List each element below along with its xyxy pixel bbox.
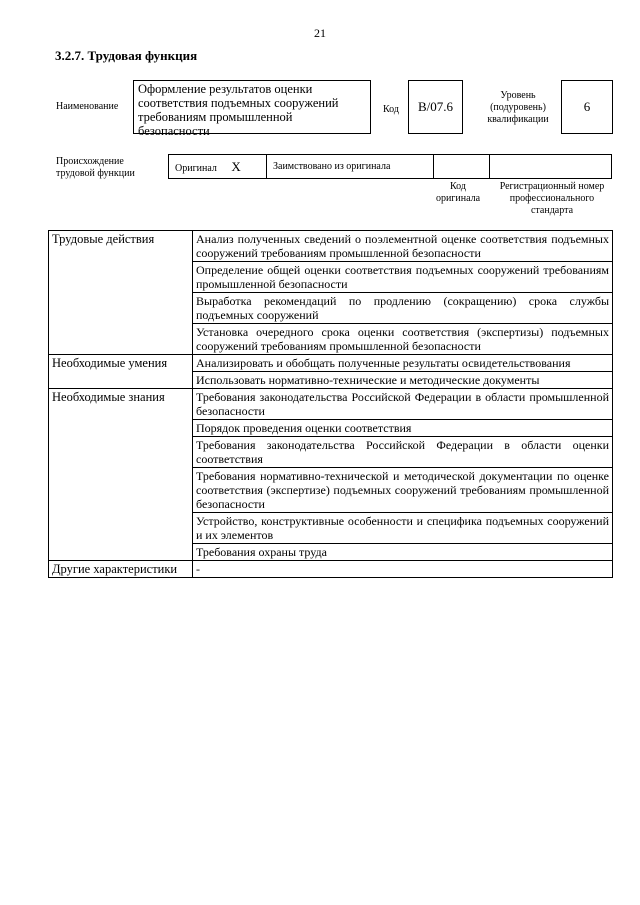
code-value: B/07.6 (408, 80, 463, 134)
item-cell: Анализ полученных сведений о поэлементной оценке соответствия подъемных сооружений требованиям промышленной безопасности (193, 231, 613, 262)
origin-borrowed-cell (267, 155, 434, 179)
function-table (48, 230, 613, 578)
origin-reg-cell (490, 155, 612, 179)
item-cell: Требования законодательства Российской Федерации в области оценки соответствия (193, 437, 613, 468)
item-cell: Порядок проведения оценки соответствия (193, 420, 613, 437)
item-cell: Анализировать и обобщать полученные результаты освидетельствования (193, 355, 613, 372)
origin-borrowed-label: Заимствовано из оригинала (273, 161, 391, 172)
table-row (49, 561, 613, 578)
origin-original-mark: X (231, 158, 241, 174)
table-row (49, 231, 613, 262)
name-label: Наименование (56, 101, 119, 112)
category-cell: Другие характеристики (49, 561, 193, 578)
item-cell: Выработка рекомендаций по продлению (сокращению) срока службы подъемных сооружений (193, 293, 613, 324)
table-row (49, 389, 613, 420)
item-cell: Требования нормативно-технической и методической документации по оценке соответствия (экспертизе) подъемных сооружений требованиям промышленной безопасности (193, 468, 613, 513)
origin-code-cell (434, 155, 490, 179)
section-title: 3.2.7. Трудовая функция (55, 48, 198, 63)
item-cell: Установка очередного срока оценки соответствия (экспертизы) подъемных сооружений требованиям промышленной безопасности (193, 324, 613, 355)
table-row (49, 355, 613, 372)
item-cell: Использовать нормативно-технические и методические документы (193, 372, 613, 389)
code-label: Код (383, 104, 399, 115)
item-cell: Требования охраны труда (193, 544, 613, 561)
item-cell: Устройство, конструктивные особенности и специфика подъемных сооружений и их элементов (193, 513, 613, 544)
origin-label: Происхождение трудовой функции (56, 156, 135, 179)
function-name-value: Оформление результатов оценки соответствия подъемных сооружений требованиям промышленной безопасности (133, 80, 371, 134)
origin-table (168, 154, 612, 179)
category-cell: Необходимые умения (49, 355, 193, 389)
origin-caption-reg: Регистрационный номер профессионального стандарта (499, 181, 605, 216)
origin-caption-code: Код оригинала (435, 181, 481, 204)
category-cell: Трудовые действия (49, 231, 193, 355)
category-cell: Необходимые знания (49, 389, 193, 561)
level-value: 6 (561, 80, 613, 134)
origin-original-label: Оригинал (175, 162, 217, 174)
item-cell: - (193, 561, 613, 578)
page-number: 21 (314, 26, 326, 40)
level-label: Уровень (подуровень) квалификации (487, 90, 549, 125)
origin-original-cell (169, 155, 267, 179)
item-cell: Определение общей оценки соответствия подъемных сооружений требованиям промышленной безопасности (193, 262, 613, 293)
item-cell: Требования законодательства Российской Федерации в области промышленной безопасности (193, 389, 613, 420)
